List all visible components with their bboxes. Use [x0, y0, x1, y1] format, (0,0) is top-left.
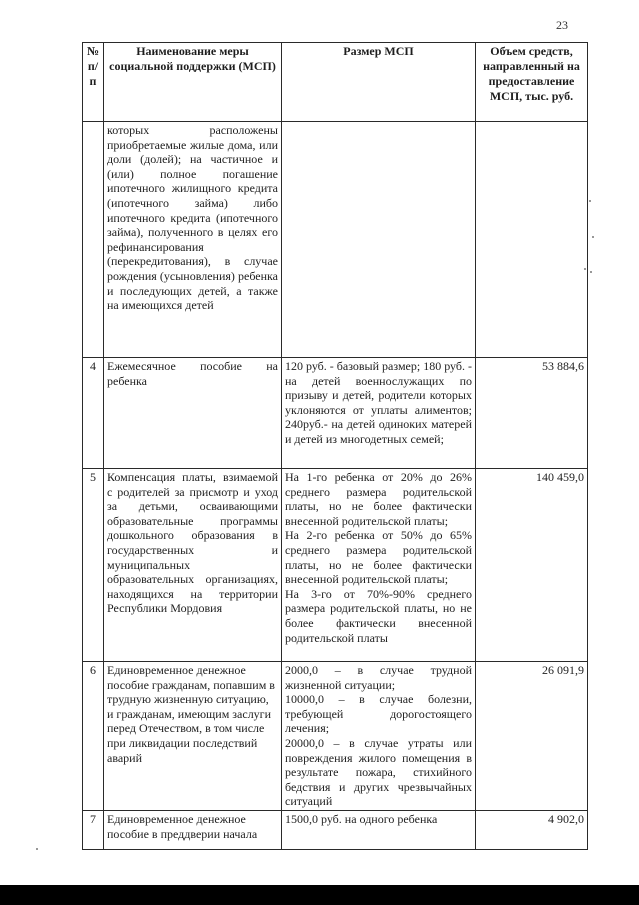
cell-measure-size: [282, 469, 476, 662]
size-line: На 2-го ребенка от 50% до 65% среднего размера родительской платы, но не более фактически внесенной родительской платы;: [285, 528, 472, 587]
header-funding-amount: Объем средств, направленный на предоставление МСП, тыс. руб.: [476, 43, 588, 122]
cell-number: 5: [83, 469, 104, 662]
table-row: [83, 810, 588, 849]
cell-measure-size: [282, 810, 476, 849]
size-line: 10000,0 – в случае болезни, требующей дорогостоящего лечения;: [285, 692, 472, 736]
cell-measure-size: [282, 122, 476, 358]
size-line: На 3-го от 70%-90% среднего размера родительской платы, но не более фактически внесенной родительской платы: [285, 586, 472, 645]
cell-funding-amount: 4 902,0: [476, 810, 588, 849]
header-measure-name: Наименование меры социальной поддержки (МСП): [104, 43, 282, 122]
table-row: [83, 469, 588, 662]
cell-measure-name: Ежемесячное пособие на ребенка: [104, 358, 282, 469]
table-row: [83, 662, 588, 811]
cell-measure-name: которых расположены приобретаемые жилые дома, или доли (долей); на частичное и (или) полное погашение ипотечного жилищного кредита (ипотечного займа) либо ипотечного кредита (ипотечного займа), полученного в целях его рефинансирования (перекредитования), в случае рождения (усыновления) ребенка и последующих детей, а также на имеющихся детей: [104, 122, 282, 358]
header-number: № п/п: [83, 43, 104, 122]
cell-measure-size: [282, 662, 476, 811]
cell-measure-name: Единовременное денежное пособие гражданам, попавшим в трудную жизненную ситуацию, и гражданам, имеющим заслуги перед Отечеством, в том числе при ликвидации последствий аварий: [104, 662, 282, 811]
size-line: На 1-го ребенка от 20% до 26% среднего размера родительской платы, но не более фактически внесенной родительской платы;: [285, 470, 472, 528]
table-row: [83, 358, 588, 469]
size-line: 120 руб. - базовый размер; 180 руб. - на детей военнослужащих по призыву и детей, родители которых уклоняются от уплаты алиментов; 240руб.- на детей одиноких матерей и детей из многодетных семей;: [285, 359, 472, 446]
cell-funding-amount: 26 091,9: [476, 662, 588, 811]
social-support-table: [82, 42, 588, 850]
scan-border: [0, 885, 639, 905]
cell-funding-amount: [476, 122, 588, 358]
scan-speck: [36, 848, 38, 850]
cell-number: 7: [83, 810, 104, 849]
scan-speck: [584, 268, 586, 270]
size-line: 2000,0 – в случае трудной жизненной ситуации;: [285, 663, 472, 692]
header-measure-size: Размер МСП: [282, 43, 476, 122]
cell-number: 4: [83, 358, 104, 469]
cell-measure-name: Компенсация платы, взимаемой с родителей за присмотр и уход за детьми, осваивающими образовательные программы дошкольного образования в государственных и муниципальных образовательных организациях, находящихся на территории Республики Мордовия: [104, 469, 282, 662]
cell-number: [83, 122, 104, 358]
size-line: 1500,0 руб. на одного ребенка: [285, 811, 438, 826]
table-header-row: [83, 43, 588, 122]
scan-speck: [592, 236, 594, 238]
table-row-continuation: [83, 122, 588, 358]
cell-measure-size: [282, 358, 476, 469]
cell-funding-amount: 53 884,6: [476, 358, 588, 469]
scan-speck: [590, 271, 592, 273]
scan-speck: [589, 200, 591, 202]
cell-number: 6: [83, 662, 104, 811]
page-number: 23: [556, 18, 568, 32]
cell-funding-amount: 140 459,0: [476, 469, 588, 662]
cell-measure-name: Единовременное денежное пособие в преддверии начала: [104, 810, 282, 849]
size-line: 20000,0 – в случае утраты или повреждения жилого помещения в результате пожара, стихийного бедствия и других чрезвычайных ситуаций: [285, 735, 472, 809]
